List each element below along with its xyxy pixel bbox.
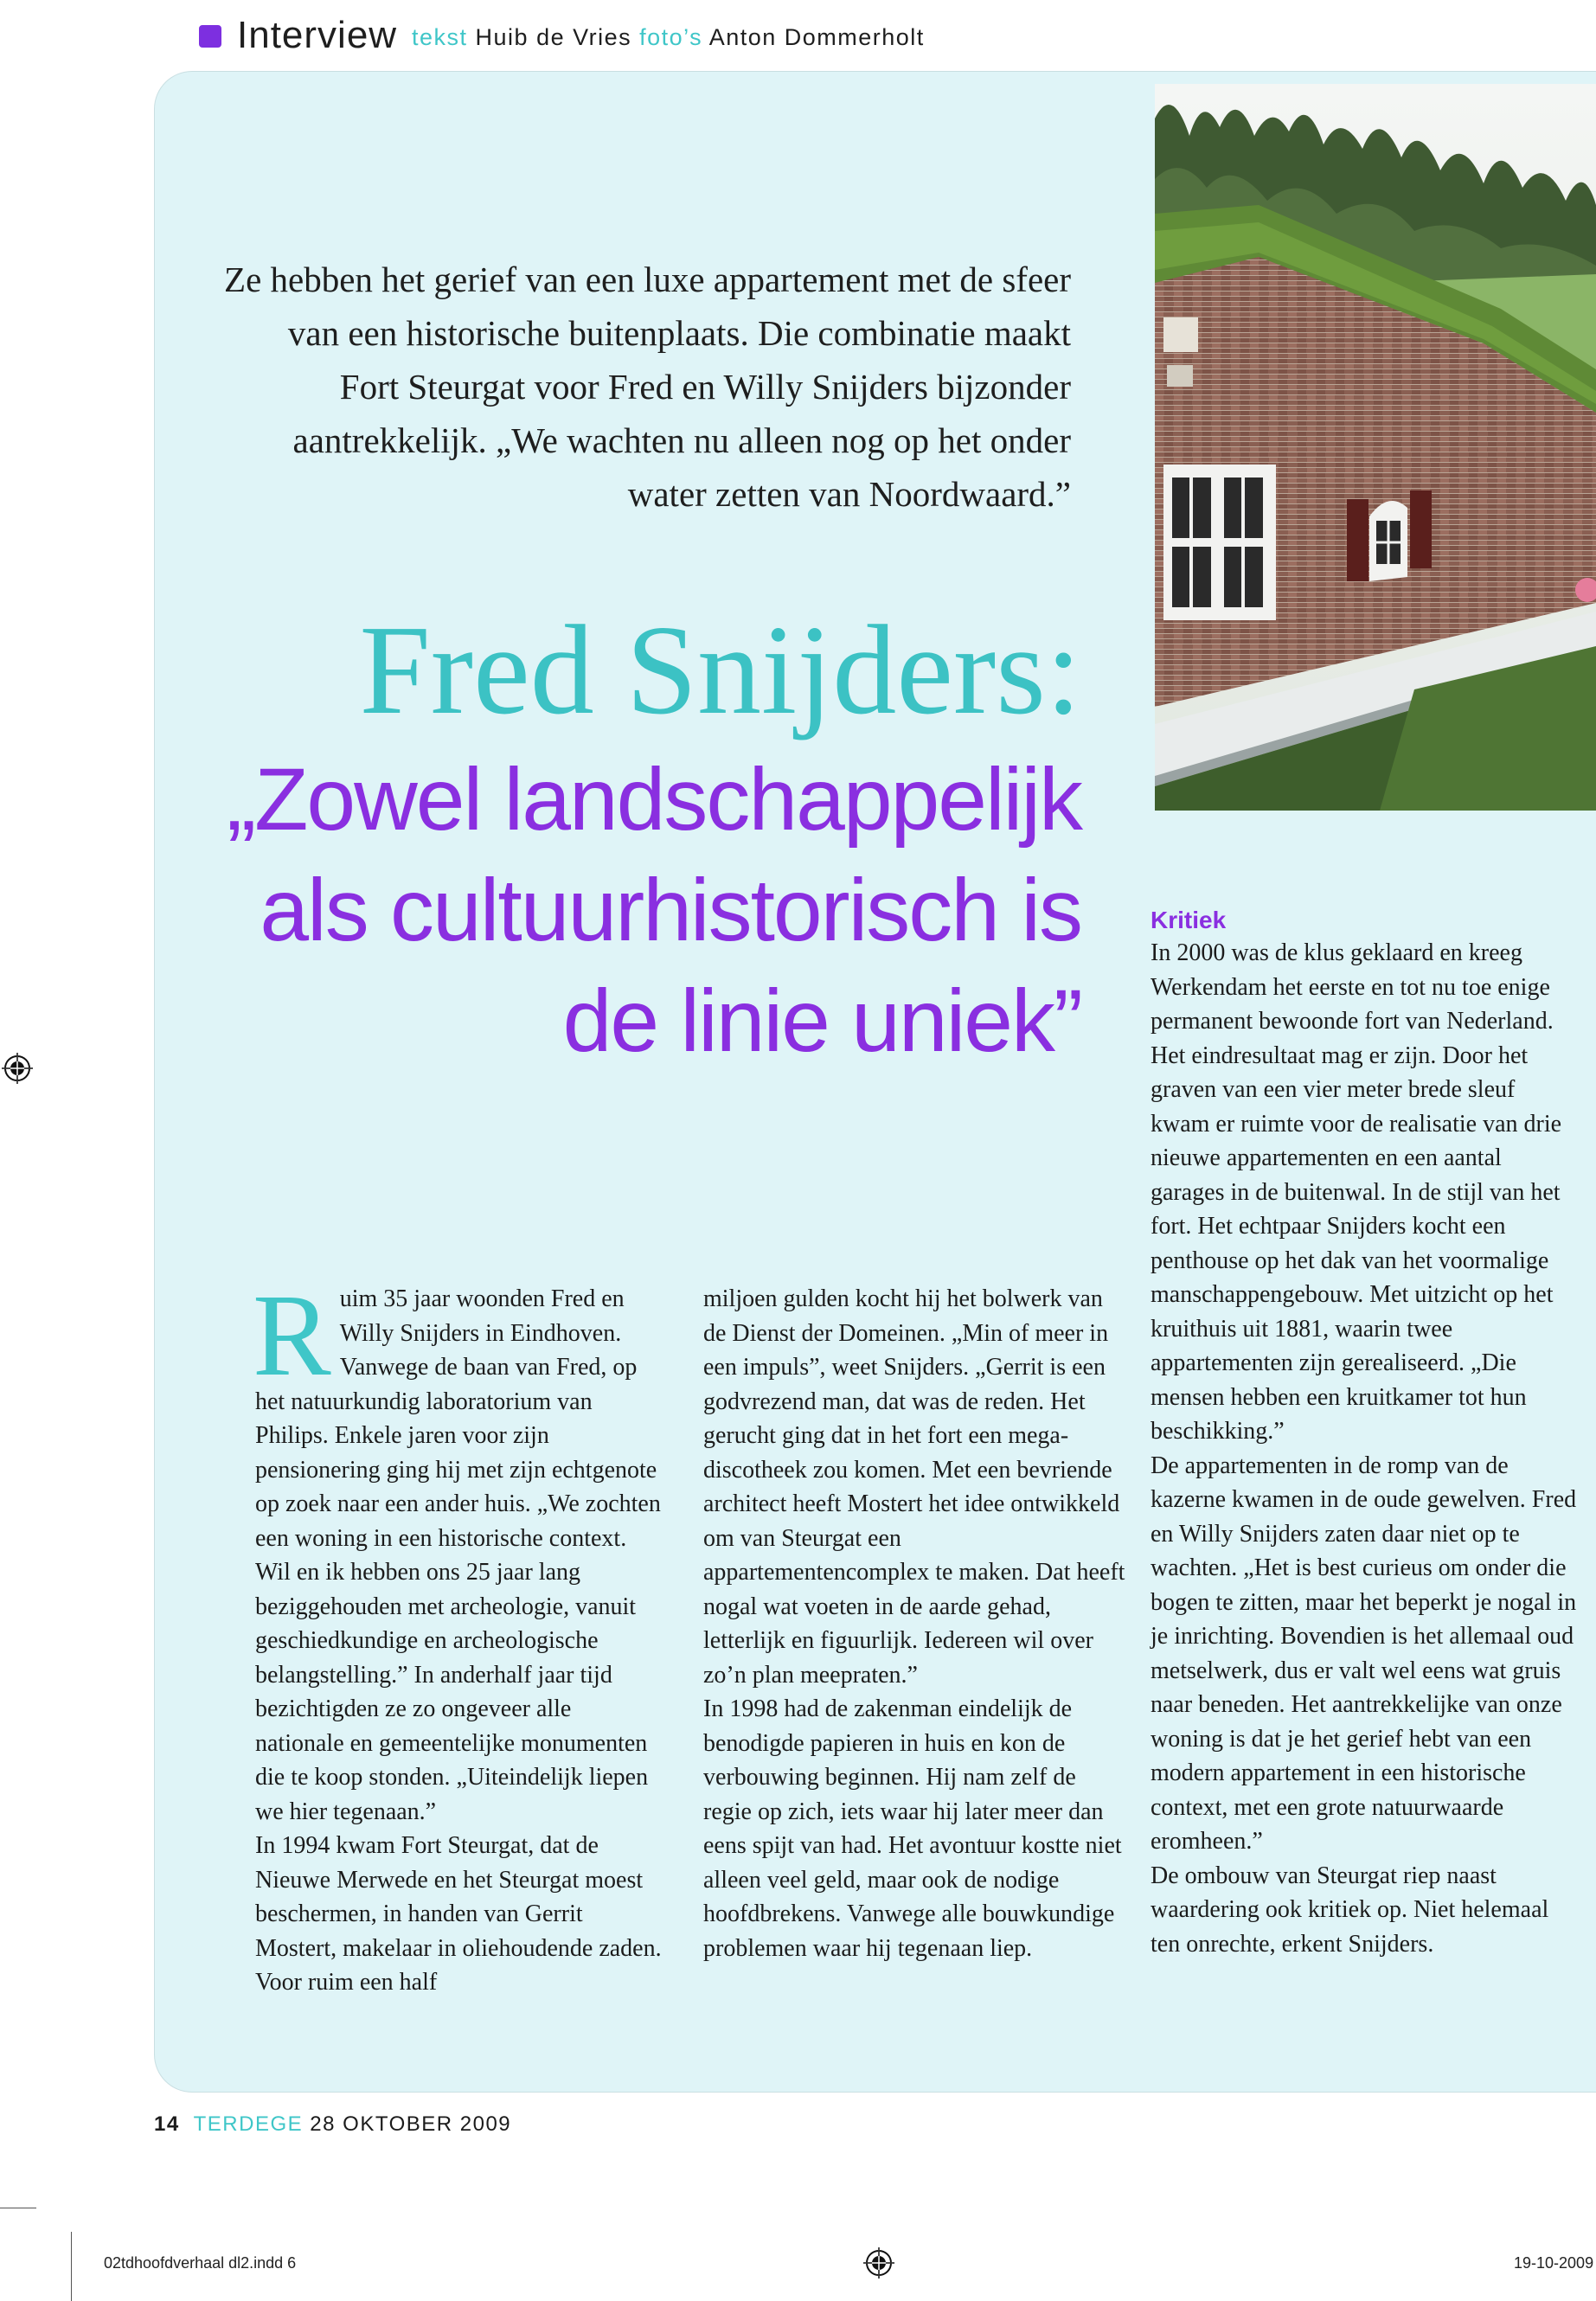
text-label: tekst: [412, 24, 468, 50]
body-paragraph: miljoen gulden kocht hij het bolwerk van de Dienst der Domeinen. „Min of meer in een impuls”, weet Snijders. „Gerrit is een godvrezend man, dat was de reden. Het gerucht ging dat in het fort een mega-discotheek zou komen. Met een bevriende architect heeft Mostert het idee ontwikkeld om van Steurgat een appartementencomplex te maken. Dat heeft nogal wat voeten in de aarde gehad, letterlijk en figuurlijk. Iedereen wil over zo’n plan meepraten.”: [703, 1285, 1125, 1689]
registration-mark-icon: [2, 1053, 33, 1084]
file-slug: 02tdhoofdverhaal dl2.indd 6: [104, 2254, 297, 2272]
crop-mark: [71, 2232, 72, 2301]
body-paragraph: De ombouw van Steurgat riep naast waardering ook kritiek op. Niet helemaal ten onrechte, erkent Snijders.: [1151, 1862, 1549, 1958]
fort-photo: [1155, 84, 1596, 811]
magazine-name: TERDEGE: [193, 2112, 304, 2136]
subheading: Kritiek: [1151, 907, 1227, 933]
author-name: Huib de Vries: [475, 24, 632, 50]
issue-date: 28 OKTOBER 2009: [310, 2112, 512, 2136]
section-square-icon: [199, 25, 221, 48]
print-date: 19-10-2009: [1514, 2254, 1594, 2272]
photographer-name: Anton Dommerholt: [708, 24, 925, 50]
body-paragraph: In 1994 kwam Fort Steurgat, dat de Nieuwe Merwede en het Steurgat moest beschermen, in handen van Gerrit Mostert, makelaar in oliehoudende zaden. Voor ruim een half: [255, 1832, 662, 1996]
body-paragraph: In 1998 had de zakenman eindelijk de benodigde papieren in huis en kon de verbouwing beginnen. Hij nam zelf de regie op zich, iets waar hij later meer dan eens spijt van had. Het avontuur kostte niet alleen veel geld, maar ook de nodige hoofdbrekens. Vanwege alle bouwkundige problemen waar hij tegenaan liep.: [703, 1695, 1122, 1962]
intro-paragraph: Ze hebben het gerief van een luxe appartement met de sfeer van een historische buitenplaats. Die combinatie maakt Fort Steurgat voor Fred en Willy Snijders bijzonder aantrekkelijk. „We wachten nu alleen nog op het onder water zetten van Noordwaard.”: [224, 260, 1071, 514]
page-footer: [154, 2112, 511, 2137]
photo-label: foto’s: [639, 24, 703, 50]
headline-quote: „Zowel landschappelijk als cultuurhistorisch is de linie uniek”: [227, 750, 1081, 1070]
headline-name: Fred Snijders:: [359, 599, 1081, 741]
credits: [412, 24, 925, 51]
page-number: 14: [154, 2112, 180, 2136]
body-paragraph: In 2000 was de klus geklaard en kreeg Werkendam het eerste en tot nu toe enige permanent bewoonde fort van Nederland. Het eindresultaat mag er zijn. Door het graven van een vier meter brede sleuf kwam er ruimte voor de realisatie van drie nieuwe appartementen en een aantal garages in de buitenwal. In de stijl van het fort. Het echtpaar Snijders kocht een penthouse op het dak van het voormalige manschappengebouw. Met uitzicht op het kruithuis uit 1881, waarin twee appartementen zijn gerealiseerd. „Die mensen hebben een kruitkamer tot hun beschikking.”: [1151, 939, 1562, 1445]
body-paragraph: [253, 1271, 662, 1829]
body-paragraph: De appartementen in de romp van de kazerne kwamen in de oude gewelven. Fred en Willy Snijders zaten daar niet op te wachten. „Het is best curieus om onder die bogen te zitten, maar het beperkt je nogal in je inrichting. Bovendien is het allemaal oud metselwerk, dus er valt wel eens wat gruis naar beneden. Het aantrekkelijke van onze woning is dat je het gerief hebt van een modern appartement in een historische context, met een grote natuurwaarde eromheen.”: [1151, 1452, 1577, 1855]
body-column-2: [703, 1282, 1127, 1965]
paragraph-text: uim 35 jaar woonden Fred en Willy Snijders in Eindhoven. Vanwege de baan van Fred, op het natuurkundig laboratorium van Philips. Enkele jaren voor zijn pensionering ging hij met zijn echtgenote op zoek naar een ander huis. „We zochten een woning in een historische context. Wil en ik hebben ons 25 jaar lang beziggehouden met archeologie, vanuit geschiedkundige en archeologische belangstelling.” In anderhalf jaar tijd bezichtigden ze zo ongeveer alle nationale en gemeentelijke monumenten die te koop stonden. „Uiteindelijk liepen we hier tegenaan.”: [255, 1285, 661, 1825]
drop-cap: R: [253, 1271, 331, 1400]
body-column-1: [253, 1271, 662, 2000]
registration-mark-icon: [863, 2247, 894, 2279]
body-column-3: [1151, 905, 1579, 1961]
section-label: Interview: [237, 14, 398, 56]
